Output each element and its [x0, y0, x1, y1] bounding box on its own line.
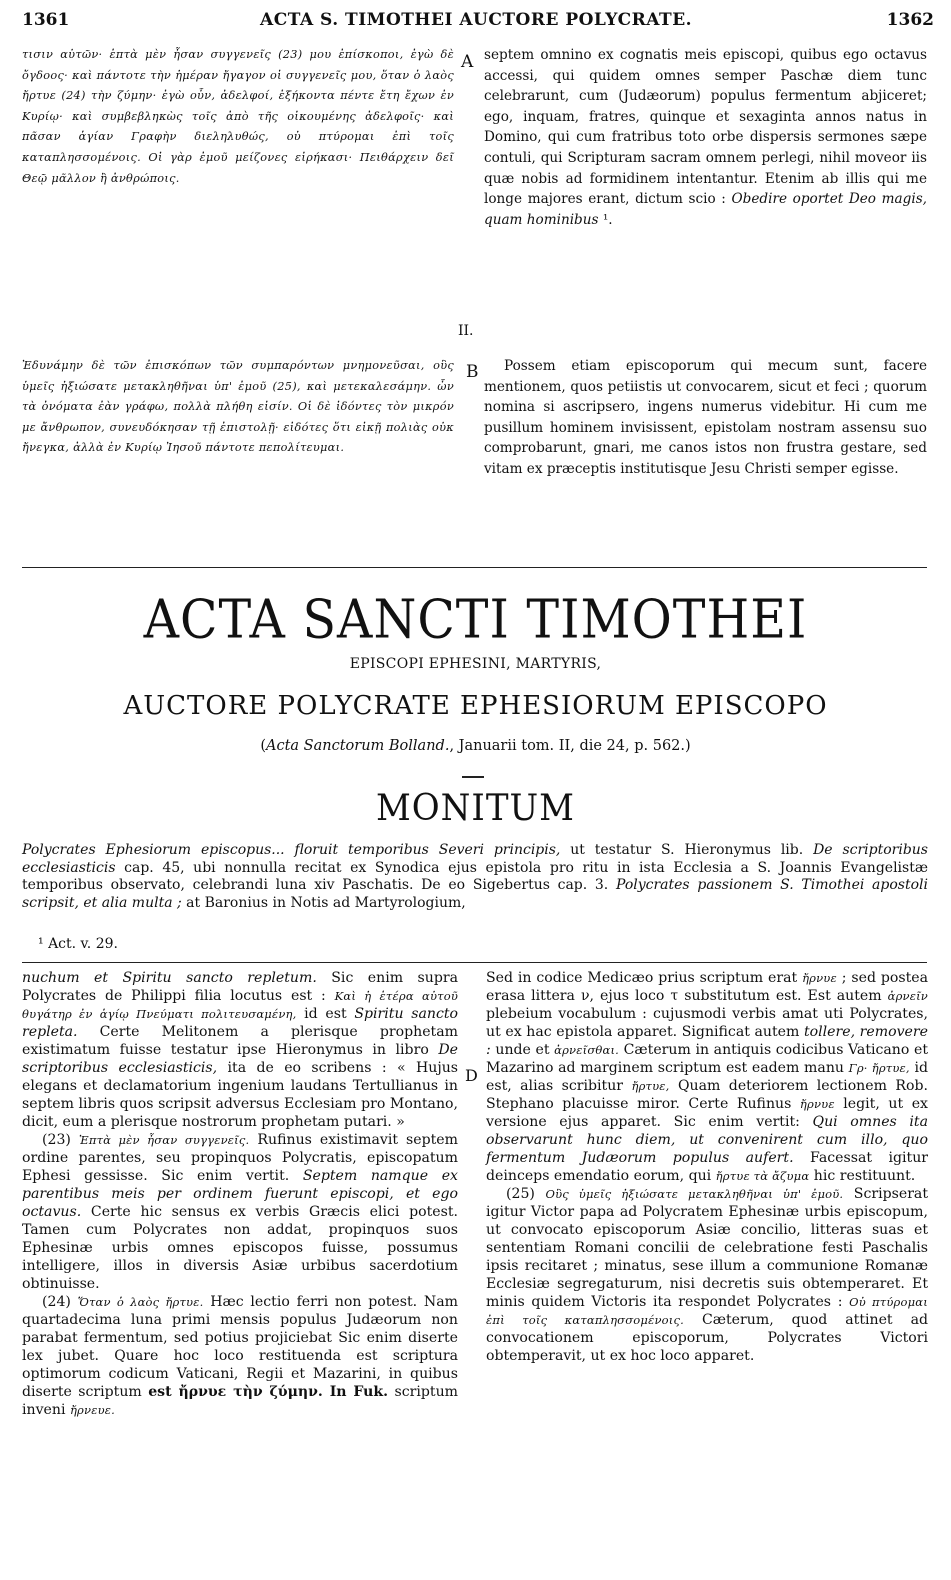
note-24-greek: Ὅταν ὁ λαὸς ἤρτυε.: [77, 1295, 204, 1309]
note-24-bold: est ἤρνυε τὴν ζύμην. In Fuk.: [148, 1384, 389, 1400]
note-continued: [486, 969, 928, 1185]
monitum-quote-1: Polycrates Ephesiorum episcopus... floruit temporibus Severi principis,: [22, 842, 561, 858]
note-d-14: ἤρνυε: [799, 1097, 835, 1111]
note-25: [486, 1185, 928, 1365]
note-a: [22, 969, 458, 1131]
source-citation: [0, 738, 951, 754]
notes-left-column: [22, 969, 458, 1419]
note-d-18: ἤρτυε τὰ ἄζυμα: [715, 1169, 810, 1183]
note-d-13: Quam deteriorem lectionem Rob. Stephano placuisse miror. Certe Rufinus: [486, 1078, 928, 1112]
monitum-text: [22, 842, 928, 912]
greek-column-section-1: τισιν αὐτῶν· ἑπτὰ μὲν ἦσαν συγγενεῖς (23) μου ἐπίσκοποι, ἐγὼ δὲ ὄγδοος· καὶ πάντοτε τὴν ἡμέραν ἤγαγον οἱ συγγενεῖς μου, ὅταν ὁ λαὸς ἤρτυε (24) τὴν ζύμην· ἐγὼ οὖν, ἀδελφοί, ἑξήκοντα πέντε ἔτη ἔχων ἐν Κυρίῳ· καὶ συμβεβληκὼς τοῖς ἀπὸ τῆς οἰκουμένης ἀδελφοῖς· καὶ πᾶσαν ἁγίαν Γραφὴν διεληλυθώς, οὐ πτύρομαι ἐπὶ τοῖς καταπλησσομένοις. Οἱ γὰρ ἐμοῦ μείζονες εἰρήκασι· Πειθάρχειν δεῖ Θεῷ μᾶλλον ἢ ἀνθρώποις.: [22, 48, 454, 185]
note-24: [22, 1293, 458, 1419]
note-a-6: Certe Melitonem a plerisque prophetam existimatum fuisse testatur ipse Hieronymus in libro: [22, 1024, 458, 1058]
latin-column-section-2: Possem etiam episcoporum qui mecum sunt, facere mentionem, quos petiistis ut convocarem, sicut et feci ; quorum nomina si ascripsero, ingens numerus videbitur. Hi cum me pusillum hominem invisissent, epistolam nostram assensu suo comprobarunt, gnari, me canos istos non frustra gestare, sed vitam ex præceptis institutisque Jesu Christi semper egisse.: [484, 358, 927, 477]
monitum-text-2: ut testatur S. Hieronymus lib.: [560, 842, 814, 858]
note-d-17: Facessat igitur deinceps emendatio eorum, qui: [486, 1150, 929, 1184]
note-d-16: Qui omnes ita observarunt hunc diem, ut convenirent cum illo, quo fermentum Judæorum populus aufert.: [486, 1114, 928, 1166]
note-a-4: id est: [296, 1006, 355, 1022]
monitum-text-6: at Baronius in Notis ad Martyrologium,: [181, 894, 466, 911]
note-25-greek-2: Οὐ πτύρομαι ἐπὶ τοῖς καταπλησσομένοις.: [486, 1295, 928, 1327]
note-d-15: legit, ut ex versione ejus apparet. Sic enim vertit:: [486, 1096, 928, 1130]
note-24-number: (24): [42, 1294, 78, 1310]
note-23-text-2: Certe hic sensus ex verbis Græcis elici potest. Tamen cum Polycrates non addat, propinquos suos Ephesinæ urbis omnes episcopos fuisse, possumus intelligere, illos in diversis Asiæ urbibus sacerdotium obtinuisse.: [22, 1204, 458, 1292]
running-head: [22, 10, 934, 36]
monitum-heading: MONITUM: [375, 786, 575, 830]
separator-rule: [22, 567, 927, 568]
monitum-book-title: De scriptoribus ecclesiasticis: [22, 842, 928, 876]
note-a-1: nuchum et Spiritu sancto repletum.: [22, 970, 317, 986]
margin-marker-a: A: [461, 52, 474, 72]
source-title: Acta Sanctorum Bolland.: [266, 738, 450, 754]
latin-quote-1: Obedire oportet Deo magis, quam hominibus: [484, 191, 927, 228]
right-page-number: 1362: [886, 10, 934, 30]
latin-text-1: septem omnino ex cognatis meis episcopi, quibus ego octavus accessi, qui quidem omnes semper Paschæ diem tunc celebrarunt, cum (Judæorum) populus fermentum abjiceret; ego, inquam, fratres, quinque et sexaginta annos natus in Domino, qui cum fratribus toto orbe dispersis sermones sæpe contuli, qui Scripturam sacram omnem perlegi, nihil moveor iis quæ nobis ad formidinem intentantur. Etenim ab illis qui me longe majores erant, dictum scio :: [484, 47, 927, 208]
note-24-greek-2: ἤρνευε.: [69, 1403, 115, 1417]
note-25-text-2: Cæterum, quod attinet ad convocationem episcoporum, Polycrates Victori obtemperavit, ut ex hoc loco apparet.: [486, 1312, 928, 1364]
note-d-10: Γρ· ἤρτυε,: [848, 1061, 910, 1075]
note-d-8: ἀρνεῖσθαι.: [554, 1043, 620, 1057]
note-d-19: hic restituunt.: [809, 1168, 916, 1184]
note-d-3: ; sed postea erasa littera ν, ejus loco τ substitutum est. Est autem: [486, 970, 929, 1004]
latin-footnote-ref-1: ¹.: [598, 211, 613, 228]
note-25-text: Scripserat igitur Victor papa ad Polycratem Ephesinæ urbis episcopum, ut convocato episcoporum Asiæ concilio, litteras suas et sententiam Romani concilii de celebratione festi Paschalis ipsis recitaret ; minatus, sese illum a communione Romanæ Ecclesiæ segregaturum, nisi decretis suis obtemperaret. Et minis quidem Victoris ita respondet Polycrates :: [486, 1186, 928, 1310]
note-23-number: (23): [42, 1132, 79, 1148]
note-24-text: Hæc lectio ferri non potest. Nam quartadecima luna primi mensis populus Judæorum non parabat fermentum, sed potius projiciebat Sic enim diserte lex jubet. Quare hoc loco restituenda est scriptura optimorum codicum Vaticani, Regii et Mazarini, in quibus diserte scriptum: [22, 1294, 458, 1400]
monitum-text-4: cap. 45, ubi nonnulla recitat ex Synodica ejus epistola pro ritu in ista Ecclesia a S. Joannis Evangelistæ temporibus observato, celebrandi luna xiv Paschatis. De eo Sigebertus cap. 3.: [22, 859, 928, 894]
note-d-9: Cæterum in antiquis codicibus Vaticano et Mazarino ad marginem scriptum est eadem manu: [486, 1042, 928, 1076]
subtitle-auctore: AUCTORE POLYCRATE EPHESIORUM EPISCOPO: [123, 691, 828, 721]
margin-marker-b: B: [466, 362, 479, 382]
note-25-number: (25): [506, 1186, 546, 1202]
left-page-number: 1361: [22, 10, 70, 30]
running-title: ACTA S. TIMOTHEI AUCTORE POLYCRATE.: [260, 10, 693, 30]
note-d-6: tollere, removere :: [486, 1024, 928, 1058]
margin-marker-d: D: [465, 1066, 478, 1085]
note-d-7: unde et: [490, 1042, 555, 1058]
note-a-2: Sic enim supra Polycrates de Philippi filia locutus est :: [22, 970, 458, 1004]
note-d-2: ἤρνυε: [802, 971, 837, 985]
source-details: , Januarii tom. II, die 24, p. 562.): [449, 738, 691, 754]
note-23-quote: Septem namque ex parentibus meis per ordinem fuerunt episcopi, et ego octavus.: [22, 1168, 458, 1220]
greek-column-section-2: Ἐδυνάμην δὲ τῶν ἐπισκόπων τῶν συμπαρόντων μνημονεῦσαι, οὓς ὑμεῖς ἠξιώσατε μετακληθῆναι ὑπ' ἐμοῦ (25), καὶ μετεκαλεσάμην. ὧν τὰ ὀνόματα ἐὰν γράφω, πολλὰ πλήθη εἰσίν. Οἱ δὲ ἰδόντες τὸν μικρόν με ἄνθρωπον, συνευδόκησαν τῇ ἐπιστολῇ· εἰδότες ὅτι εἰκῇ πολιὰς οὐκ ἤνεγκα, ἀλλὰ ἐν Κυρίῳ Ἰησοῦ πάντοτε πεπολίτευμαι.: [22, 359, 454, 455]
note-23: [22, 1131, 458, 1293]
notes-separator-rule: [22, 962, 927, 963]
note-d-4: ἀρνεῖν: [887, 989, 928, 1003]
note-25-greek: Οὓς ὑμεῖς ἠξιώσατε μετακληθῆναι ὑπ' ἐμοῦ.: [545, 1187, 844, 1201]
latin-column-section-1: [484, 45, 927, 230]
note-d-5: plebeium vocabulum : cujusmodi verbis amat uti Polycrates, ut ex hac epistola apparet. Significat autem: [486, 1006, 928, 1040]
note-d-11: id est, alias scribitur: [486, 1060, 928, 1094]
main-title: ACTA SANCTI TIMOTHEI: [143, 588, 808, 651]
note-23-text: Rufinus existimavit septem ordine parentes, seu propinquos Polycratis, episcopatum Ephesi gessisse. Sic enim vertit.: [22, 1132, 458, 1184]
note-d-1: Sed in codice Medicæo prius scriptum erat: [486, 970, 803, 986]
note-23-greek: Ἑπτὰ μὲν ἦσαν συγγενεῖς.: [78, 1133, 250, 1147]
note-a-8: ita de eo scribens : « Hujus elegans et declamatorium ingenium laudans Tertullianus in septem libris quos scripsit adversus Ecclesiam pro Montano, dicit, eum a plerisque nostrorum prophetam putari. »: [22, 1060, 458, 1130]
note-a-greek: Καὶ ἡ ἑτέρα αὐτοῦ θυγάτηρ ἐν ἁγίῳ Πνεύματι πολιτευσαμένη,: [22, 989, 459, 1021]
notes-right-column: [486, 969, 928, 1365]
source-paren: (: [260, 738, 266, 754]
note-a-7: De scriptoribus ecclesiasticis,: [22, 1042, 458, 1076]
note-24-text-2: scriptum inveni: [22, 1384, 459, 1418]
monitum-quote-2: Polycrates passionem S. Timothei apostoli scripsit, et alia multa ;: [22, 877, 928, 911]
section-number: II.: [458, 323, 474, 339]
short-rule: [462, 776, 484, 778]
note-d-12: ἤρτυε,: [631, 1079, 670, 1093]
note-a-5: Spiritu sancto repleta.: [22, 1006, 458, 1040]
subtitle-episcopi: EPISCOPI EPHESINI, MARTYRIS,: [349, 656, 602, 672]
footnote: ¹ Act. v. 29.: [38, 936, 118, 952]
